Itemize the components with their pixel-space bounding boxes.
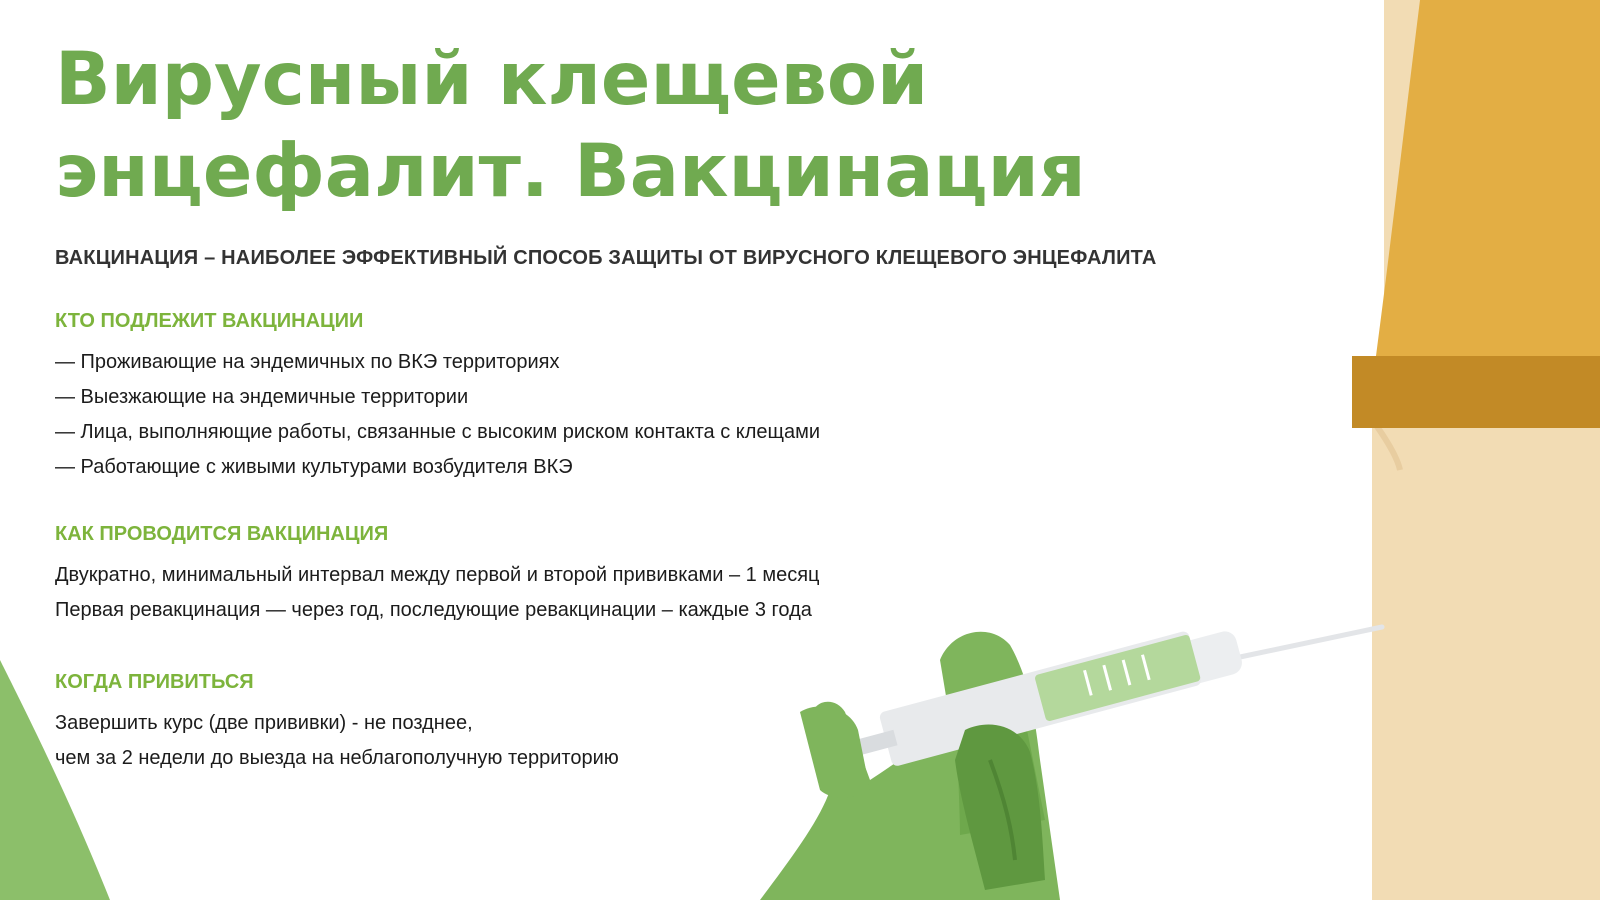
list-item: — Выезжающие на эндемичные территории — [55, 386, 469, 408]
section-heading: КОГДА ПРИВИТЬСЯ — [55, 671, 254, 693]
section-when — [55, 670, 619, 776]
subtitle: ВАКЦИНАЦИЯ – НАИБОЛЕЕ ЭФФЕКТИВНЫЙ СПОСОБ ЗАЩИТЫ ОТ ВИРУСНОГО КЛЕЩЕВОГО ЭНЦЕФАЛИТА — [55, 247, 1157, 269]
title-line-1: Вирусный клещевой — [55, 37, 929, 122]
section-heading: КТО ПОДЛЕЖИТ ВАКЦИНАЦИИ — [55, 310, 364, 332]
title-line-2: энцефалит. Вакцинация — [55, 129, 1086, 214]
list-item: Первая ревакцинация — через год, последующие ревакцинации – каждые 3 года — [55, 599, 812, 621]
section-how — [55, 522, 820, 628]
list-item: Завершить курс (две прививки) - не позднее, — [55, 712, 473, 734]
list-item: — Проживающие на эндемичных по ВКЭ территориях — [55, 351, 560, 373]
page-title — [55, 34, 1205, 218]
section-who — [55, 309, 820, 485]
list-item: — Работающие с живыми культурами возбудителя ВКЭ — [55, 456, 573, 478]
section-heading: КАК ПРОВОДИТСЯ ВАКЦИНАЦИЯ — [55, 523, 389, 545]
list-item: Двукратно, минимальный интервал между первой и второй прививками – 1 месяц — [55, 564, 820, 586]
list-item: чем за 2 недели до выезда на неблагополучную территорию — [55, 747, 619, 769]
list-item: — Лица, выполняющие работы, связанные с высоким риском контакта с клещами — [55, 421, 821, 443]
